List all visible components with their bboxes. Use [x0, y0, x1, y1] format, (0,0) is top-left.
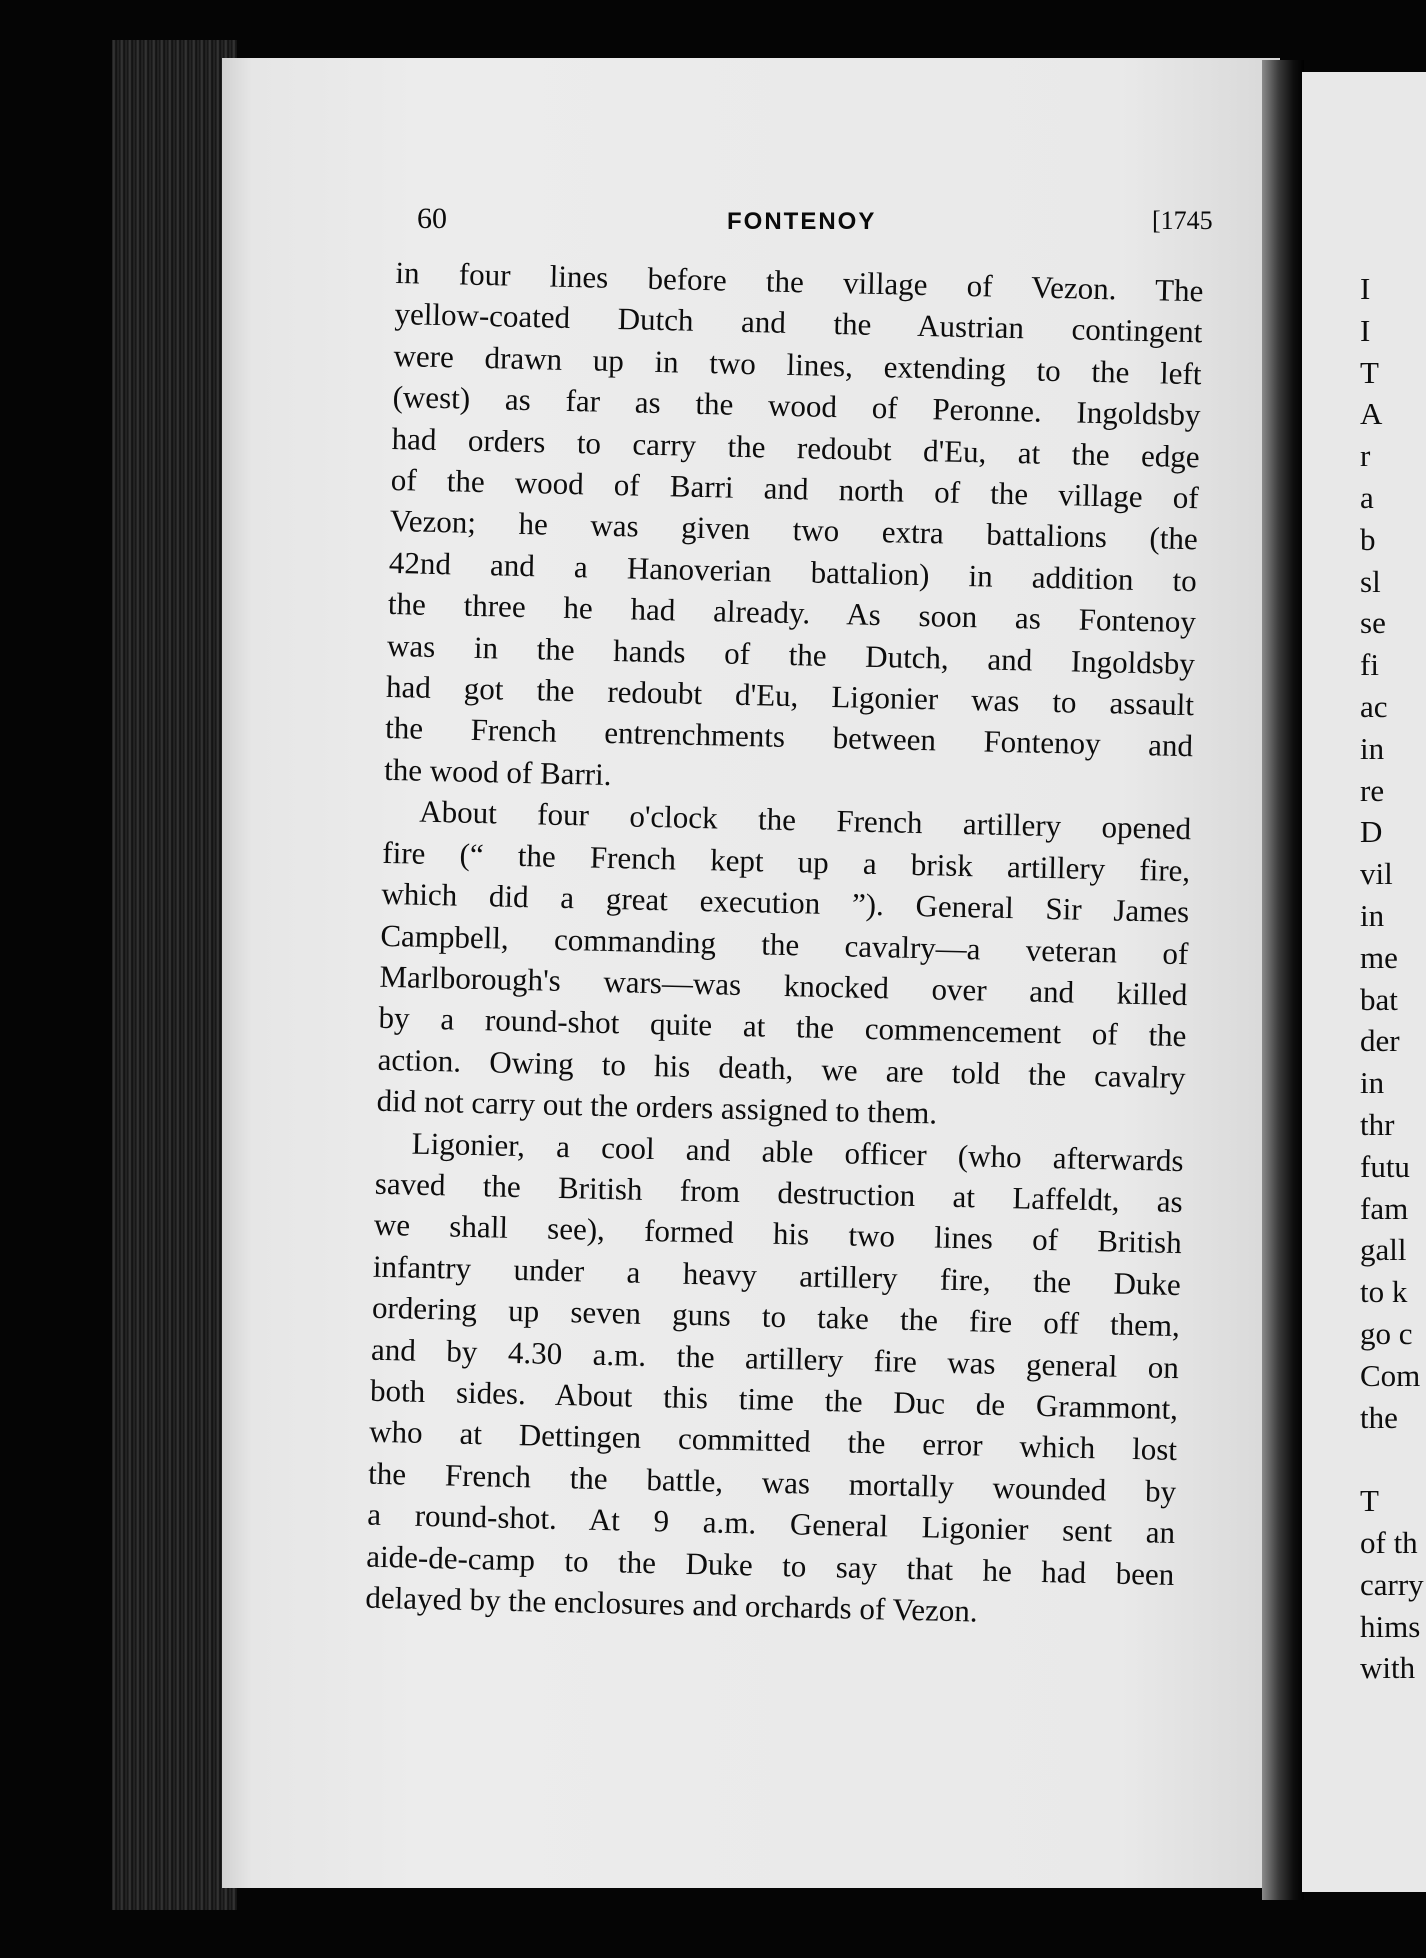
right-page-fragment	[1360, 1438, 1426, 1480]
right-page-fragment: Com	[1360, 1357, 1421, 1393]
right-page-fragment: D	[1360, 814, 1383, 850]
running-title: FONTENOY	[727, 208, 877, 235]
right-page-fragment: the	[1360, 1399, 1398, 1435]
right-page-fragment: in	[1360, 730, 1385, 766]
text-line: was in the hands of the Dutch, and Ingoldsby	[386, 627, 1196, 681]
text-line: Ligonier, a cool and able officer (who afterwards	[411, 1125, 1184, 1178]
right-page-fragment: hims	[1360, 1608, 1421, 1644]
right-page-fragment: with	[1360, 1650, 1416, 1686]
right-page-fragment: fi	[1360, 647, 1379, 683]
right-page-fragment: ac	[1360, 688, 1388, 724]
text-line: the French entrenchments between Fontenoy and	[384, 710, 1194, 764]
text-line: did not carry out the orders assigned to them.	[376, 1082, 938, 1131]
text-line: were drawn up in two lines, extending to the left	[393, 337, 1202, 392]
page-number: 60	[417, 202, 447, 235]
text-line: we shall see), formed his two lines of British	[373, 1207, 1183, 1261]
right-page-fragment: I	[1360, 312, 1371, 348]
text-line: and by 4.30 a.m. the artillery fire was general on	[370, 1331, 1180, 1385]
right-page-fragment: sl	[1360, 563, 1381, 599]
right-page-fragment: in	[1360, 1065, 1385, 1101]
right-page-fragment: r	[1360, 438, 1371, 474]
right-page-fragment: fam	[1360, 1190, 1409, 1226]
text-line: both sides. About this time the Duc de Grammont,	[369, 1372, 1179, 1427]
paragraph	[376, 790, 1191, 1139]
text-line: the French the battle, was mortally wounded by	[367, 1455, 1177, 1509]
text-line: 42nd and a Hanoverian battalion) in addition to	[388, 544, 1198, 599]
right-page-fragment: bat	[1360, 981, 1398, 1017]
right-page-fragment: to k	[1360, 1274, 1408, 1310]
right-page-fragment: of th	[1360, 1524, 1418, 1560]
page-header	[417, 200, 1217, 240]
text-line: had orders to carry the redoubt d'Eu, at the edge	[391, 420, 1200, 474]
right-page-fragment: T	[1360, 1483, 1379, 1519]
right-page-fragment: futu	[1360, 1148, 1410, 1184]
paragraph	[365, 1121, 1184, 1636]
right-page-fragment: T	[1360, 354, 1379, 390]
text-line: yellow-coated Dutch and the Austrian contingent	[394, 296, 1203, 350]
text-line: About four o'clock the French artillery opened	[418, 793, 1192, 847]
text-line: who at Dettingen committed the error which lost	[368, 1414, 1178, 1468]
text-line: fire (“ the French kept up a brisk artillery fire,	[381, 834, 1191, 888]
text-line: aide-de-camp to the Duke to say that he had been	[366, 1538, 1175, 1592]
right-page-fragment: re	[1360, 772, 1385, 808]
text-line: in four lines before the village of Vezon. The	[395, 254, 1204, 309]
right-page-fragment: se	[1360, 605, 1386, 641]
text-line: saved the British from destruction at Laffeldt, as	[374, 1165, 1184, 1220]
text-line: action. Owing to his death, we are told the cavalry	[377, 1041, 1186, 1095]
header-year: [1745	[1152, 206, 1213, 235]
book-gutter	[1262, 60, 1304, 1900]
paragraph	[384, 252, 1204, 808]
right-page-fragment: gall	[1360, 1232, 1407, 1268]
text-line: the wood of Barri.	[383, 751, 612, 792]
text-line: Vezon; he was given two extra battalions (the	[389, 503, 1199, 557]
text-line: (west) as far as the wood of Peronne. Ingoldsby	[392, 379, 1201, 433]
text-line: Marlborough's wars—was knocked over and killed	[379, 958, 1188, 1013]
right-page-fragment: der	[1360, 1023, 1400, 1059]
body-text	[365, 252, 1204, 1636]
right-page-fragment: I	[1360, 271, 1371, 306]
text-line: infantry under a heavy artillery fire, the Duke	[372, 1248, 1182, 1302]
text-line: delayed by the enclosures and orchards of Vezon.	[365, 1579, 979, 1629]
right-page-text-fragments	[1360, 268, 1426, 1689]
right-page-fragment: carry	[1360, 1566, 1424, 1602]
right-page-fragment: b	[1360, 521, 1376, 557]
right-page-fragment: thr	[1360, 1106, 1395, 1142]
right-page-fragment: go c	[1360, 1315, 1413, 1351]
text-line: a round-shot. At 9 a.m. General Ligonier sent an	[366, 1496, 1176, 1551]
right-page-fragment: in	[1360, 897, 1385, 933]
text-line: had got the redoubt d'Eu, Ligonier was to assault	[385, 668, 1195, 723]
book-page-edges	[112, 40, 237, 1910]
text-line: Campbell, commanding the cavalry—a veteran of	[380, 917, 1189, 971]
right-page-fragment: me	[1360, 939, 1398, 975]
text-line: of the wood of Barri and north of the village of	[390, 461, 1200, 516]
right-page-fragment: A	[1360, 396, 1383, 432]
text-line: which did a great execution ”). General Sir James	[381, 875, 1190, 930]
text-line: the three he had already. As soon as Fontenoy	[387, 586, 1197, 640]
text-line: ordering up seven guns to take the fire off them,	[371, 1289, 1181, 1344]
right-page-fragment: a	[1360, 479, 1374, 515]
right-page-fragment: vil	[1360, 856, 1393, 892]
text-line: by a round-shot quite at the commencement of the	[378, 1000, 1187, 1054]
